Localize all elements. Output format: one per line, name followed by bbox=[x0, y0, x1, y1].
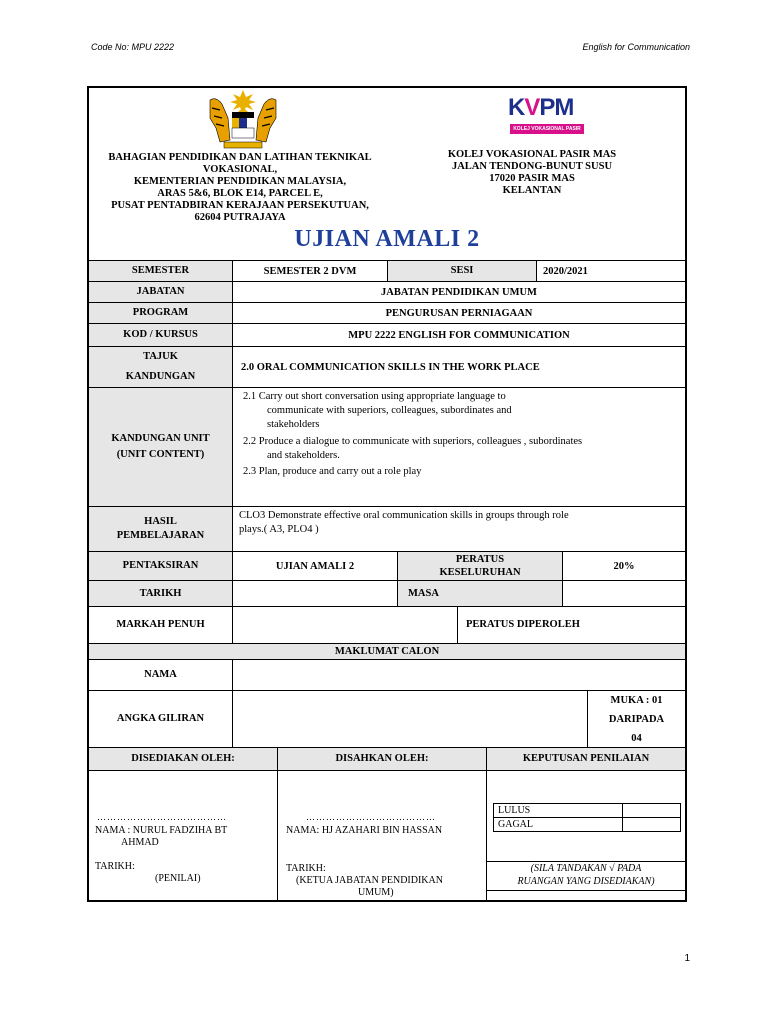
pentaksiran-value: UJIAN AMALI 2 bbox=[232, 551, 398, 581]
jabatan-label: JABATAN bbox=[88, 281, 233, 303]
signature-line: ………………………………… bbox=[97, 812, 227, 822]
tajuk-value: 2.0 ORAL COMMUNICATION SKILLS IN THE WORK PLACE bbox=[232, 346, 686, 388]
code-number: Code No: MPU 2222 bbox=[91, 42, 175, 52]
peratus-label: PERATUS KESELURUHAN bbox=[397, 551, 563, 581]
lulus-checkbox[interactable] bbox=[623, 804, 681, 818]
masa-label: MASA bbox=[397, 580, 563, 607]
nama-label: NAMA bbox=[88, 659, 233, 691]
unit-item: 2.1 Carry out short conversation using appropriate language to communicate with superiors, colleagues, subordinates and stakeholders bbox=[243, 391, 512, 430]
pentaksiran-label: PENTAKSIRAN bbox=[88, 551, 233, 581]
markah-field[interactable] bbox=[232, 606, 458, 644]
signature-line: ………………………………… bbox=[306, 812, 436, 822]
unit-item: 2.2 Produce a dialogue to communicate with superiors, colleagues , subordinates and stakeholders. bbox=[243, 436, 583, 461]
markah-label: MARKAH PENUH bbox=[88, 606, 233, 644]
program-value: PENGURUSAN PERNIAGAAN bbox=[232, 302, 686, 324]
disediakan-header: DISEDIAKAN OLEH: bbox=[88, 747, 278, 771]
gagal-label: GAGAL bbox=[494, 818, 623, 832]
angka-giliran-field[interactable] bbox=[232, 690, 588, 748]
lulus-label: LULUS bbox=[494, 804, 623, 818]
tajuk-label: TAJUK KANDUNGAN bbox=[88, 346, 233, 388]
instruction-note: (SILA TANDAKAN √ PADA RUANGAN YANG DISEDIAKAN) bbox=[487, 861, 685, 891]
unit-content bbox=[232, 387, 686, 507]
jabatan-value: JABATAN PENDIDIKAN UMUM bbox=[232, 281, 686, 303]
sesi-label: SESI bbox=[387, 260, 537, 282]
kod-value: MPU 2222 ENGLISH FOR COMMUNICATION bbox=[232, 323, 686, 347]
disahkan-header: DISAHKAN OLEH: bbox=[277, 747, 487, 771]
gagal-checkbox[interactable] bbox=[623, 818, 681, 832]
hasil-label: HASIL PEMBELAJARAN bbox=[88, 506, 233, 552]
diperoleh-label: PERATUS DIPEROLEH bbox=[457, 606, 686, 644]
kvpm-logo: KVPM KOLEJ VOKASIONAL PASIR MAS bbox=[508, 94, 598, 142]
prepared-by-section: ………………………………… NAMA : NURUL FADZIHA BT AHMAD TARIKH: (PENILAI) bbox=[88, 770, 278, 902]
semester-value: SEMESTER 2 DVM bbox=[232, 260, 388, 282]
unit-label: KANDUNGAN UNIT (UNIT CONTENT) bbox=[88, 387, 233, 507]
maklumat-calon-header: MAKLUMAT CALON bbox=[88, 643, 686, 660]
program-label: PROGRAM bbox=[88, 302, 233, 324]
tarikh-label: TARIKH bbox=[88, 580, 233, 607]
masa-field[interactable] bbox=[562, 580, 686, 607]
result-table bbox=[493, 803, 681, 832]
nama-field[interactable] bbox=[232, 659, 686, 691]
sesi-value: 2020/2021 bbox=[536, 260, 686, 282]
page-count: MUKA : 01 DARIPADA 04 bbox=[587, 690, 686, 748]
keputusan-header: KEPUTUSAN PENILAIAN bbox=[486, 747, 686, 771]
peratus-value: 20% bbox=[562, 551, 686, 581]
semester-label: SEMESTER bbox=[88, 260, 233, 282]
college-address: KOLEJ VOKASIONAL PASIR MAS JALAN TENDONG-BUNUT SUSU 17020 PASIR MAS KELANTAN bbox=[447, 149, 617, 196]
kod-label: KOD / KURSUS bbox=[88, 323, 233, 347]
coat-of-arms-icon bbox=[202, 88, 284, 152]
agency-address: BAHAGIAN PENDIDIKAN DAN LATIHAN TEKNIKAL VOKASIONAL, KEMENTERIAN PENDIDIKAN MALAYSIA, ARAS 5&6, BLOK E14, PARCEL E, PUSAT PENTADBIRAN KERAJAAN PERSEKUTUAN, 62604 PUTRAJAYA bbox=[108, 152, 372, 223]
course-name: English for Communication bbox=[582, 42, 690, 52]
page-title: UJIAN AMALI 2 bbox=[294, 226, 480, 252]
tarikh-field[interactable] bbox=[232, 580, 398, 607]
unit-item: 2.3 Plan, produce and carry out a role play bbox=[243, 466, 422, 477]
hasil-value: CLO3 Demonstrate effective oral communication skills in groups through role plays.( A3, PLO4 ) bbox=[232, 506, 686, 552]
result-section bbox=[486, 770, 686, 902]
approved-by-section: ………………………………… NAMA: HJ AZAHARI BIN HASSAN TARIKH: (KETUA JABATAN PENDIDIKAN UMUM) bbox=[277, 770, 487, 902]
angka-giliran-label: ANGKA GILIRAN bbox=[88, 690, 233, 748]
page-number: 1 bbox=[684, 953, 690, 964]
